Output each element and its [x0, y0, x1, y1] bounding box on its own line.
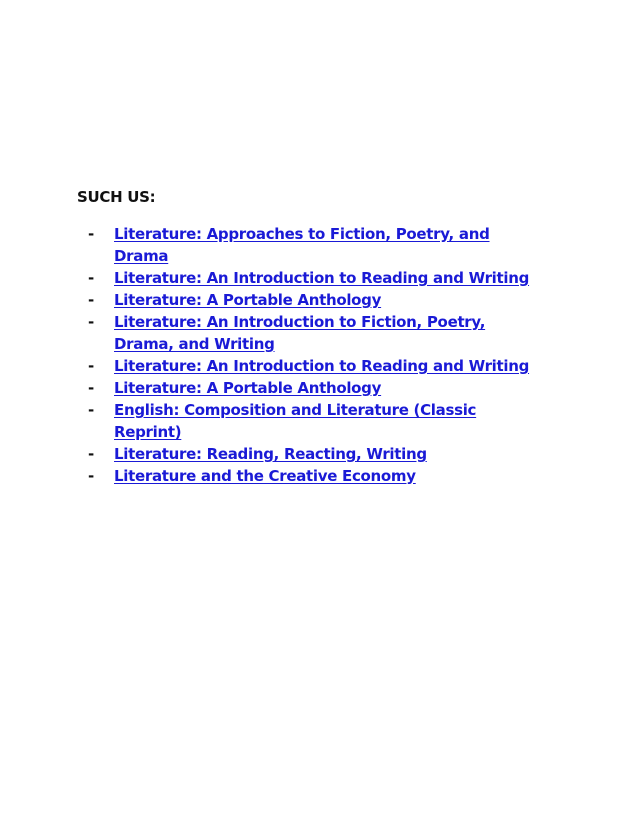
- list-item: [88, 223, 548, 267]
- book-link-2[interactable]: Literature: An Introduction to Reading and Writing: [114, 269, 530, 287]
- bullet-dash: -: [88, 401, 94, 419]
- book-link-1[interactable]: Literature: Approaches to Fiction, Poetry, and Drama: [114, 225, 490, 265]
- bullet-dash: -: [88, 357, 94, 375]
- list-item: [88, 377, 548, 399]
- book-link-3[interactable]: Literature: A Portable Anthology: [114, 291, 382, 309]
- book-link-7[interactable]: English: Composition and Literature (Classic Reprint): [114, 401, 477, 441]
- section-heading: SUCH US:: [77, 188, 156, 206]
- bullet-dash: -: [88, 379, 94, 397]
- list-item: [88, 267, 548, 289]
- book-link-list: [88, 223, 548, 487]
- book-link-6[interactable]: Literature: A Portable Anthology: [114, 379, 382, 397]
- list-item: [88, 443, 548, 465]
- list-item: [88, 399, 548, 443]
- bullet-dash: -: [88, 269, 94, 287]
- book-link-5[interactable]: Literature: An Introduction to Reading and Writing: [114, 357, 530, 375]
- book-link-9[interactable]: Literature and the Creative Economy: [114, 467, 416, 485]
- bullet-dash: -: [88, 313, 94, 331]
- book-link-4[interactable]: Literature: An Introduction to Fiction, Poetry, Drama, and Writing: [114, 313, 486, 353]
- list-item: [88, 465, 548, 487]
- bullet-dash: -: [88, 445, 94, 463]
- book-link-8[interactable]: Literature: Reading, Reacting, Writing: [114, 445, 427, 463]
- list-item: [88, 289, 548, 311]
- bullet-dash: -: [88, 467, 94, 485]
- bullet-dash: -: [88, 225, 94, 243]
- list-item: [88, 311, 548, 355]
- bullet-dash: -: [88, 291, 94, 309]
- list-item: [88, 355, 548, 377]
